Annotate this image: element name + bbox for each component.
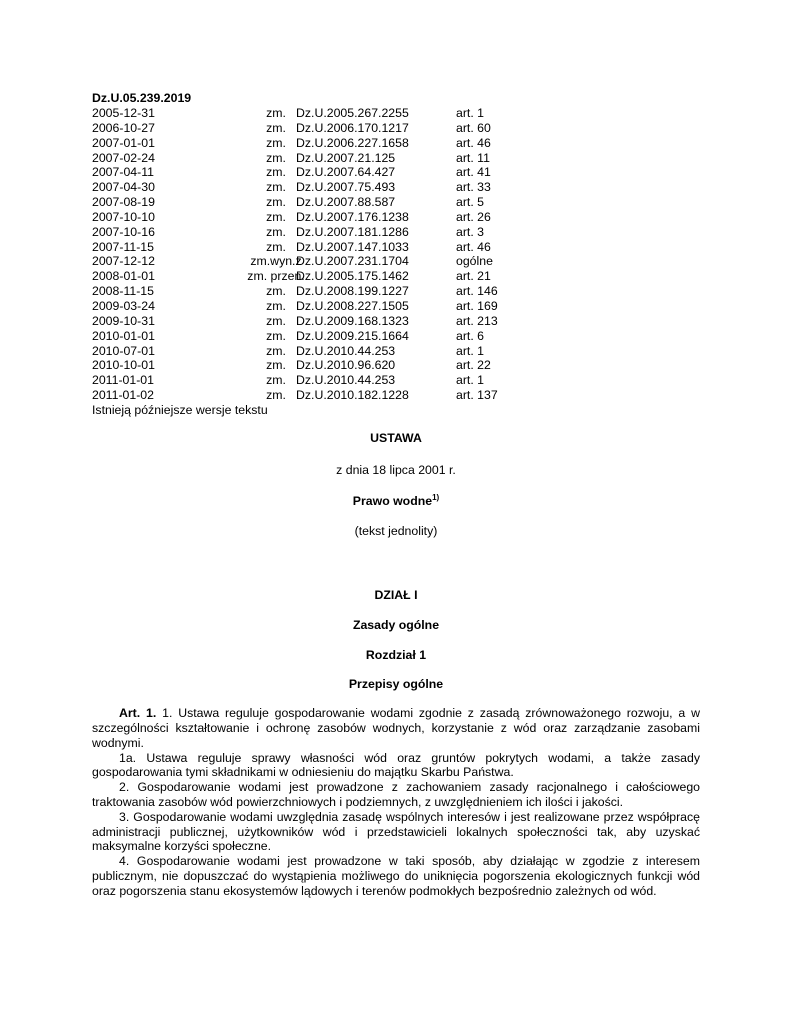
amendment-date: 2010-07-01 [92,343,155,358]
amendment-reference: Dz.U.2007.181.1286 [296,224,409,239]
article-paragraph [92,706,700,750]
amendment-row [92,284,700,299]
amendment-reference: Dz.U.2007.64.427 [296,165,396,180]
amendment-article: art. 6 [456,328,485,343]
amendment-reference: Dz.U.2008.227.1505 [296,298,409,313]
article-paragraph: 2. Gospodarowanie wodami jest prowadzone z zachowaniem zasady racjonalnego i całościowego traktowania zasobów wód powierzchniowych i podziemnych, z uwzględnieniem ich ilości i jakości. [92,780,700,810]
document-page [92,91,700,899]
amendment-list [92,106,700,403]
amendment-row [92,329,700,344]
amendment-row [92,373,700,388]
amendment-reference: Dz.U.2005.175.1462 [296,269,409,284]
amendment-article: art. 46 [456,239,491,254]
amendment-date: 2007-10-10 [92,209,155,224]
amendment-article: art. 213 [456,313,498,328]
amendment-article: art. 1 [456,343,485,358]
amendment-date: 2007-02-24 [92,150,155,165]
amendment-type: zm. [266,239,286,254]
act-title-text: Prawo wodne [352,494,433,509]
amendment-type: zm.wyn.z [250,254,302,269]
chapter-title: Przepisy ogólne [348,677,444,692]
amendment-reference: Dz.U.2007.231.1704 [296,254,409,269]
amendment-date: 2009-03-24 [92,298,155,313]
amendment-article: ogólne [456,254,493,269]
amendment-reference: Dz.U.2005.267.2255 [296,106,409,120]
amendment-reference: Dz.U.2009.215.1664 [296,328,409,343]
amendment-date: 2007-04-11 [92,165,154,180]
amendment-article: art. 137 [456,388,498,403]
amendment-date: 2010-01-01 [92,328,155,343]
amendment-article: art. 22 [456,358,491,373]
amendment-type: zm. [266,120,286,135]
amendment-reference: Dz.U.2008.199.1227 [296,284,409,299]
article-paragraph: 1a. Ustawa reguluje sprawy własności wód oraz gruntów pokrytych wodami, a także zasady gospodarowania tymi składnikami w odniesieniu do majątku Skarbu Państwa. [92,750,700,780]
amendment-date: 2007-10-16 [92,224,155,239]
amendment-type: zm. [266,313,286,328]
amendment-reference: Dz.U.2010.44.253 [296,343,396,358]
amendment-article: art. 41 [456,165,491,180]
amendment-date: 2007-04-30 [92,180,155,195]
amendment-article: art. 26 [456,209,491,224]
amendment-type: zm. [266,373,286,388]
amendment-row [92,165,700,180]
amendment-row [92,210,700,225]
amendment-article: art. 169 [456,298,498,313]
amendment-reference: Dz.U.2007.75.493 [296,180,396,195]
division-title: Zasady ogólne [352,617,440,632]
uniform-text-note: (tekst jednolity) [354,524,438,539]
amendment-type: zm. [266,298,286,313]
amendment-row [92,136,700,151]
amendment-reference: Dz.U.2007.88.587 [296,195,396,210]
amendment-type: zm. [266,209,286,224]
act-title [92,494,700,509]
amendment-reference: Dz.U.2006.227.1658 [296,135,409,150]
article-paragraph: 4. Gospodarowanie wodami jest prowadzone w taki sposób, aby działając w zgodzie z interesem publicznym, nie dopuszczać do wystąpienia możliwego do uniknięcia pogorszenia ekologicznych funkcji wód oraz pogorszenia stanu ekosystemów lądowych i terenów podmokłych bezpośrednio zależnych od wód. [92,854,700,898]
amendment-date: 2007-08-19 [92,195,155,210]
amendment-type: zm. [266,195,286,210]
amendment-reference: Dz.U.2010.182.1228 [296,388,409,403]
amendment-date: 2007-11-15 [92,239,154,254]
article-paragraph-text: 1. Ustawa reguluje gospodarowanie wodami zgodnie z zasadą zrównoważonego rozwoju, a w szczególności kształtowanie i ochronę zasobów wodnych, korzystanie z wód oraz zarządzanie zasobami wodnymi. [92,706,700,750]
amendment-date: 2005-12-31 [92,106,155,120]
amendment-date: 2007-01-01 [92,135,155,150]
document-id: Dz.U.05.239.2019 [92,91,192,105]
amendment-article: art. 3 [456,224,485,239]
amendment-reference: Dz.U.2007.147.1033 [296,239,409,254]
amendment-row [92,344,700,359]
amendment-row [92,388,700,403]
amendment-type: zm. [266,180,286,195]
amendment-date: 2011-01-01 [92,373,154,388]
amendment-date: 2008-01-01 [92,269,155,284]
act-type-heading: USTAWA [370,430,422,445]
amendment-row [92,106,700,121]
amendment-type: zm. [266,135,286,150]
amendment-reference: Dz.U.2009.168.1323 [296,313,409,328]
amendment-article: art. 21 [456,269,491,284]
amendment-article: art. 1 [456,106,485,120]
amendment-date: 2011-01-02 [92,388,154,403]
amendment-row [92,180,700,195]
amendment-date: 2007-12-12 [92,254,155,269]
amendment-type: zm. [266,224,286,239]
amendment-type: zm. [266,106,286,120]
amendment-row [92,225,700,240]
amendment-date: 2010-10-01 [92,358,155,373]
amendment-article: art. 46 [456,135,491,150]
act-date-line: z dnia 18 lipca 2001 r. [336,462,456,477]
amendment-type: zm. [266,165,286,180]
amendment-row [92,121,700,136]
amendment-row [92,195,700,210]
amendment-date: 2006-10-27 [92,120,155,135]
division-heading: DZIAŁ I [374,588,418,603]
amendment-type: zm. [266,388,286,403]
amendment-article: art. 33 [456,180,491,195]
article-label: Art. 1. [119,706,157,721]
amendment-type: zm. [266,150,286,165]
amendment-row [92,240,700,255]
amendment-type: zm. [266,358,286,373]
amendment-row [92,358,700,373]
amendment-type: zm. [266,284,286,299]
amendment-date: 2008-11-15 [92,284,154,299]
amendment-reference: Dz.U.2007.21.125 [296,150,396,165]
amendment-row [92,151,700,166]
amendment-row [92,254,700,269]
amendment-type: zm. przen. [247,269,305,284]
amendment-article: art. 5 [456,195,485,210]
amendment-type: zm. [266,328,286,343]
chapter-heading: Rozdział 1 [365,647,427,662]
article-paragraph: 3. Gospodarowanie wodami uwzględnia zasadę wspólnych interesów i jest realizowane przez współpracę administracji publicznej, użytkowników wód i przedstawicieli lokalnych społeczności tak, aby uzyskać maksymalne korzyści społeczne. [92,809,700,854]
amendment-article: art. 1 [456,373,485,388]
amendment-type: zm. [266,343,286,358]
later-versions-note: Istnieją późniejsze wersje tekstu [92,402,268,417]
amendment-row [92,299,700,314]
amendment-article: art. 146 [456,284,498,299]
footnote-marker: 1) [432,493,440,503]
amendment-row [92,314,700,329]
amendment-article: art. 60 [456,120,491,135]
amendment-reference: Dz.U.2010.96.620 [296,358,396,373]
amendment-article: art. 11 [456,150,490,165]
amendment-row [92,269,700,284]
amendment-reference: Dz.U.2006.170.1217 [296,120,409,135]
amendment-reference: Dz.U.2010.44.253 [296,373,396,388]
amendment-reference: Dz.U.2007.176.1238 [296,209,409,224]
amendment-date: 2009-10-31 [92,313,155,328]
article-1 [92,706,700,898]
